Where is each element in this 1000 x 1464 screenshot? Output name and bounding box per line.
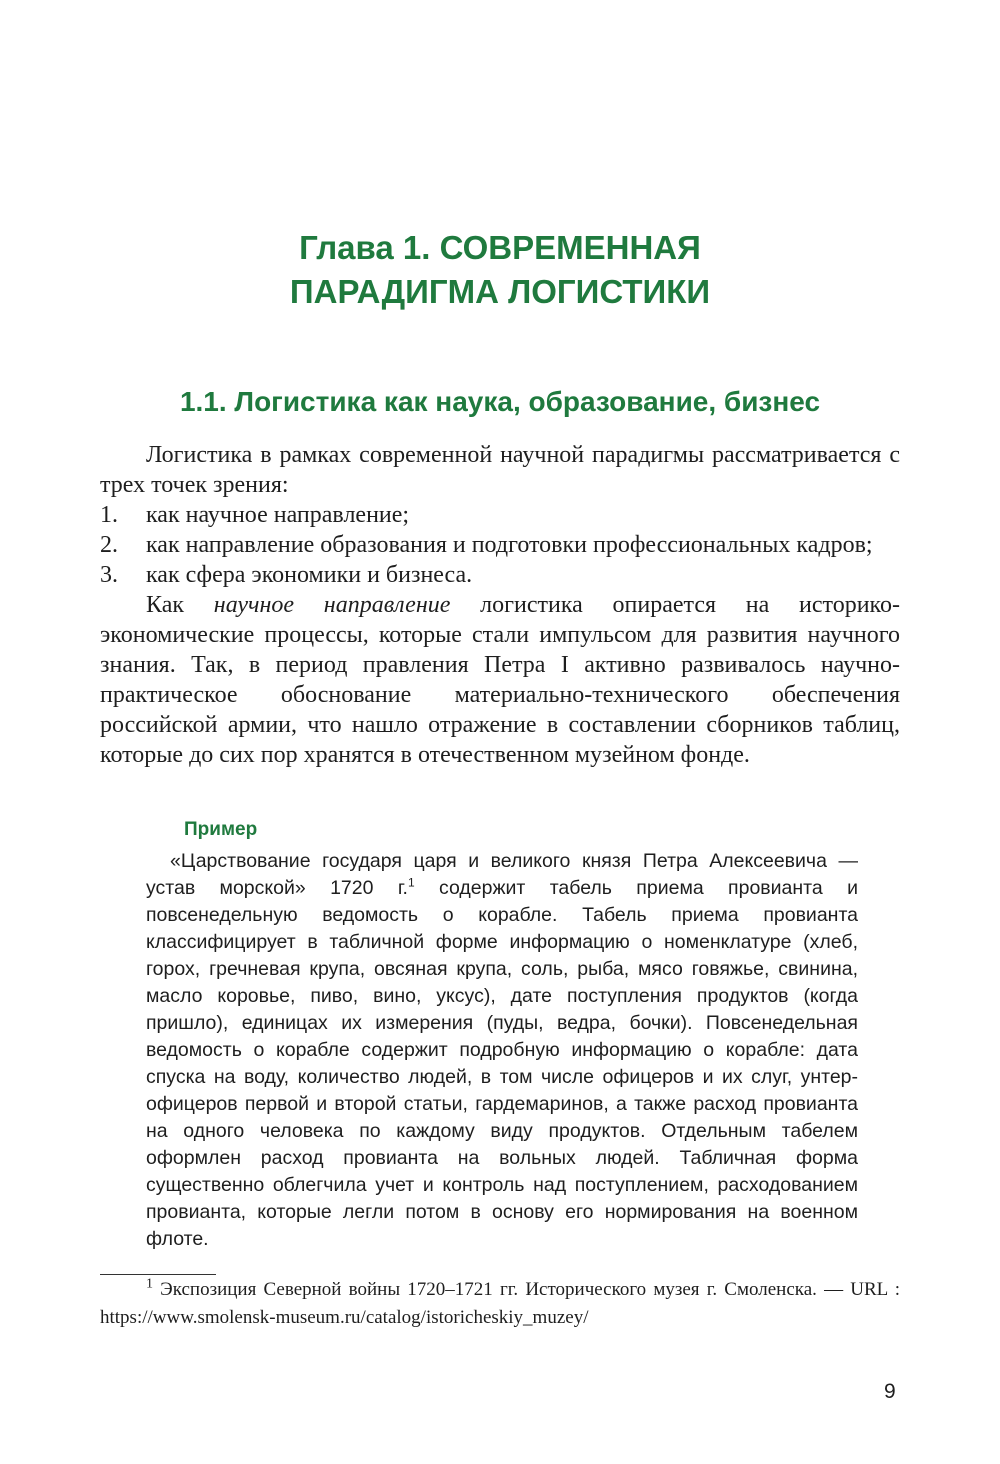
list-item-number: 2. — [100, 532, 118, 558]
viewpoints-list — [100, 500, 900, 590]
paragraph-rest: логистика опирается на историко-экономические процессы, которые стали импульсом для развития научного знания. Так, в период правления Петра I активно развивалось научно-практическое обоснование материально-технического обеспечения российской армии, что нашло отражение в составлении сборников таблиц, которые до сих пор хранятся в отечественном музейном фонде. — [100, 592, 900, 768]
list-item — [100, 500, 900, 530]
page-number: 9 — [884, 1380, 896, 1403]
list-item-text: как научное направление; — [146, 502, 410, 528]
list-item-number: 3. — [100, 562, 118, 588]
chapter-title-line-1: Глава 1. СОВРЕМЕННАЯ — [299, 229, 701, 266]
footnote — [100, 1276, 900, 1332]
footnote-reference: 1 — [407, 875, 415, 890]
chapter-title — [100, 226, 900, 314]
example-heading: Пример — [184, 819, 258, 840]
scientific-direction-paragraph — [100, 590, 900, 770]
emphasized-term: научное направление — [213, 592, 451, 618]
example-text — [146, 848, 858, 1253]
list-item-number: 1. — [100, 502, 118, 528]
list-item — [100, 560, 900, 590]
list-item — [100, 530, 900, 560]
footnote-marker: 1 — [146, 1276, 153, 1292]
footnote-divider — [100, 1274, 216, 1275]
section-title: 1.1. Логистика как наука, образование, бизнес — [179, 386, 821, 417]
intro-paragraph: Логистика в рамках современной научной парадигмы рассматривается с трех точек зрения: — [100, 442, 900, 498]
paragraph-start: Как — [146, 592, 214, 618]
footnote-text: Экспозиция Северной войны 1720–1721 гг. Исторического музея г. Смоленска. — URL : https://www.smolensk-museum.ru/catalog/istoricheskiy_muzey/ — [100, 1279, 900, 1328]
example-text-part-2: содержит табель приема провианта и повсенедельную ведомость о корабле. Табель приема провианта классифицирует в табличной форме информацию о номенклатуре (хлеб, горох, гречневая крупа, овсяная крупа, соль, рыба, мясо говяжье, свинина, масло коровье, пиво, вино, уксус), дате поступления продуктов (когда пришло), единицах их измерения (пуды, ведра, бочки). Повсенедельная ведомость о корабле содержит подробную информацию о корабле: дата спуска на воду, количество людей, в том числе офицеров и их слуг, унтер-офицеров первой и второй статьи, гардемаринов, а также расход провианта на одного человека по каждому виду продуктов. Отдельным табелем оформлен расход провианта на вольных людей. Табличная форма существенно облегчила учет и контроль над поступлением, расходованием провианта, которые легли потом в основу его нормирования на военном флоте. — [146, 877, 858, 1250]
body-text — [100, 440, 900, 770]
chapter-title-line-2: ПАРАДИГМА ЛОГИСТИКИ — [289, 273, 711, 310]
list-item-text: как сфера экономики и бизнеса. — [146, 562, 473, 588]
example-text-part-1: «Царствование государя царя и великого князя Петра Алексеевича — устав морской» 1720 г. — [146, 850, 858, 899]
list-item-text: как направление образования и подготовки профессиональных кадров; — [146, 532, 873, 558]
